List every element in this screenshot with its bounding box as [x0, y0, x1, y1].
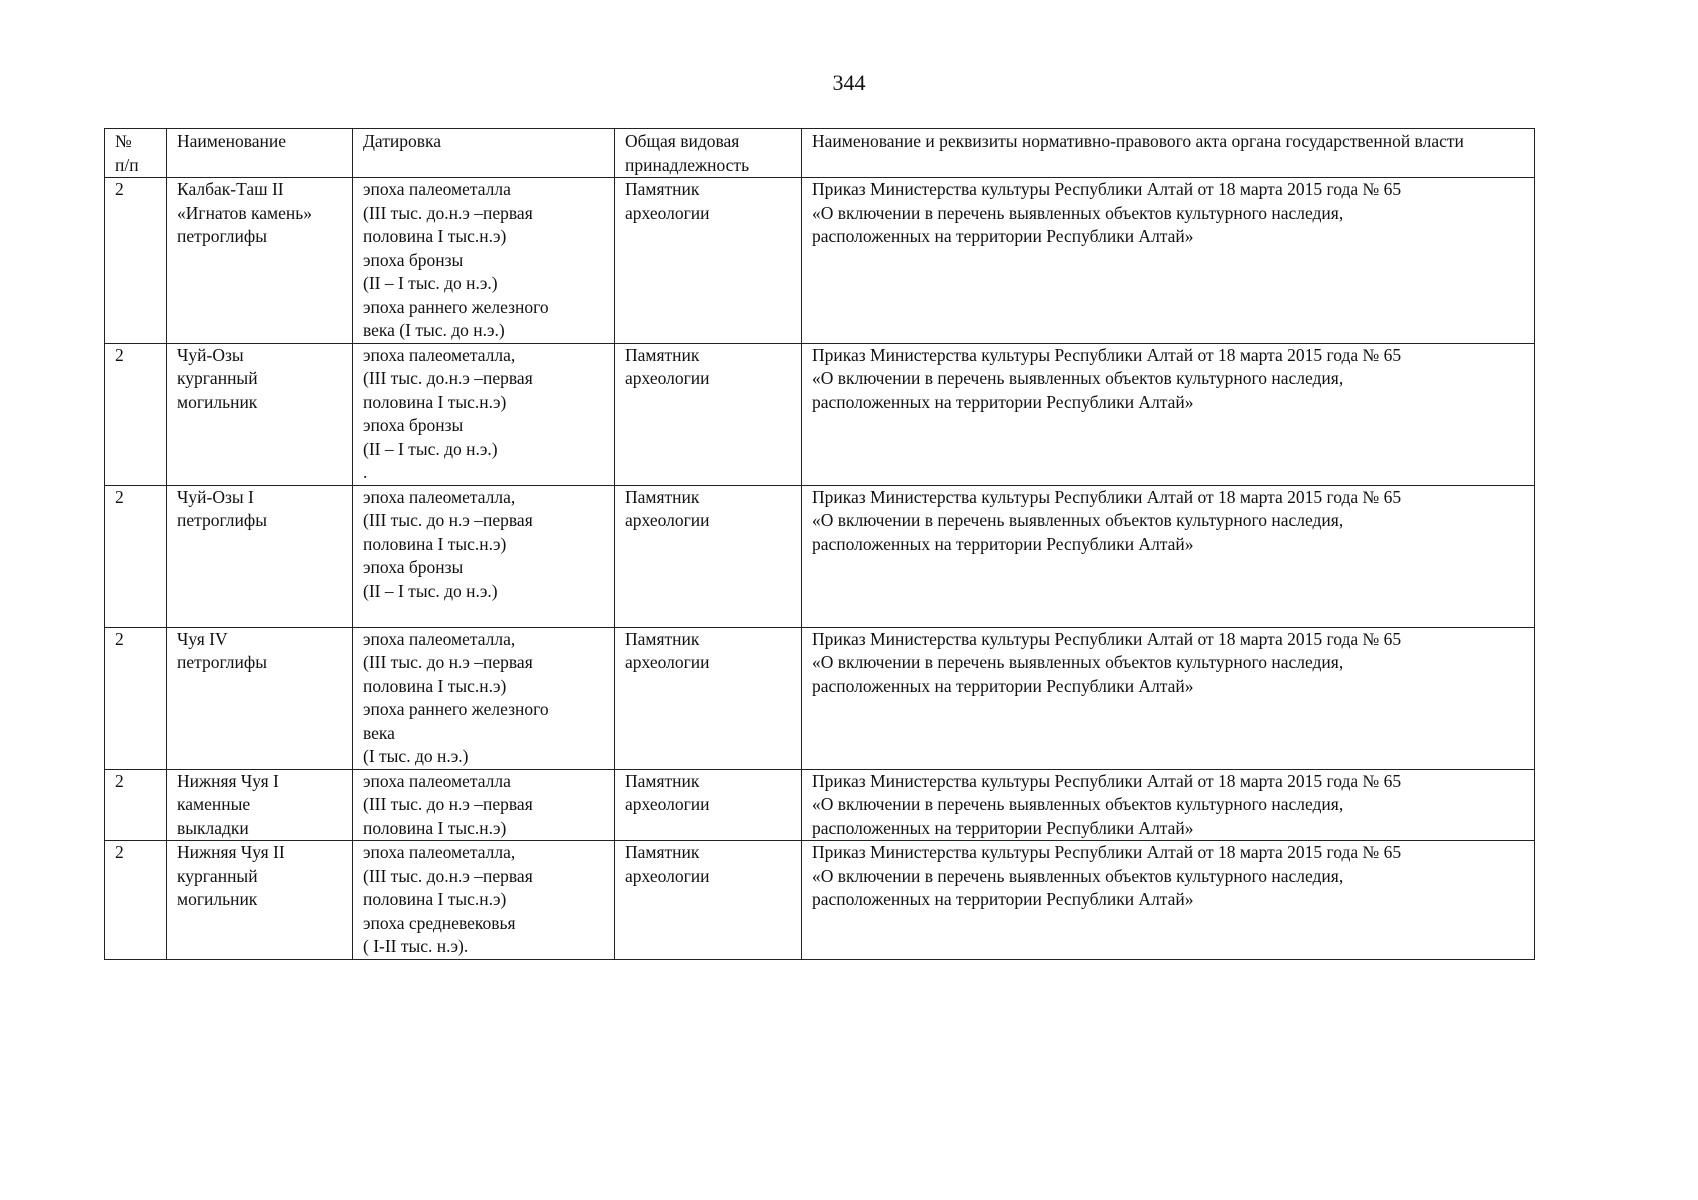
cell-name: Чуя IV петроглифы: [167, 627, 353, 769]
cell-dating: эпоха палеометалла, (III тыс. до н.э –первая половина I тыс.н.э) эпоха бронзы (II – I тыс. до н.э.): [353, 485, 615, 627]
cell-type: Памятник археологии: [615, 627, 802, 769]
cell-name: Калбак-Таш II «Игнатов камень» петроглифы: [167, 178, 353, 344]
cell-name: Нижняя Чуя I каменные выкладки: [167, 769, 353, 841]
cell-type: Памятник археологии: [615, 343, 802, 485]
cell-legal-act: Приказ Министерства культуры Республики Алтай от 18 марта 2015 года № 65 «О включении в перечень выявленных объектов культурного наследия, расположенных на территории Республики Алтай»: [802, 769, 1535, 841]
cell-legal-act: Приказ Министерства культуры Республики Алтай от 18 марта 2015 года № 65 «О включении в перечень выявленных объектов культурного наследия, расположенных на территории Республики Алтай»: [802, 178, 1535, 344]
cell-dating: эпоха палеометалла (III тыс. до.н.э –первая половина I тыс.н.э) эпоха бронзы (II – I тыс. до н.э.) эпоха раннего железного века (I тыс. до н.э.): [353, 178, 615, 344]
cell-name: Чуй-Озы курганный могильник: [167, 343, 353, 485]
heritage-objects-table: [104, 128, 1535, 960]
table-row: [105, 627, 1535, 769]
table-row: [105, 343, 1535, 485]
cell-type: Памятник археологии: [615, 178, 802, 344]
header-dating: Датировка: [353, 129, 615, 178]
table-header-row: [105, 129, 1535, 178]
cell-type: Памятник археологии: [615, 769, 802, 841]
cell-legal-act: Приказ Министерства культуры Республики Алтай от 18 марта 2015 года № 65 «О включении в перечень выявленных объектов культурного наследия, расположенных на территории Республики Алтай»: [802, 485, 1535, 627]
cell-type: Памятник археологии: [615, 485, 802, 627]
cell-name: Нижняя Чуя II курганный могильник: [167, 841, 353, 960]
table-row: [105, 841, 1535, 960]
cell-dating: эпоха палеометалла, (III тыс. до.н.э –первая половина I тыс.н.э) эпоха бронзы (II – I тыс. до н.э.) .: [353, 343, 615, 485]
cell-type: Памятник археологии: [615, 841, 802, 960]
cell-number: 2: [105, 178, 167, 344]
page-number: 344: [832, 70, 866, 95]
header-legal-act: Наименование и реквизиты нормативно-правового акта органа государственной власти: [802, 129, 1535, 178]
header-type: Общая видовая принадлежность: [615, 129, 802, 178]
header-name: Наименование: [167, 129, 353, 178]
header-number: № п/п: [105, 129, 167, 178]
cell-number: 2: [105, 485, 167, 627]
cell-dating: эпоха палеометалла, (III тыс. до н.э –первая половина I тыс.н.э) эпоха раннего железного века (I тыс. до н.э.): [353, 627, 615, 769]
cell-name: Чуй-Озы I петроглифы: [167, 485, 353, 627]
cell-number: 2: [105, 343, 167, 485]
cell-number: 2: [105, 769, 167, 841]
cell-dating: эпоха палеометалла (III тыс. до н.э –первая половина I тыс.н.э): [353, 769, 615, 841]
cell-number: 2: [105, 627, 167, 769]
table-row: [105, 485, 1535, 627]
cell-number: 2: [105, 841, 167, 960]
cell-legal-act: Приказ Министерства культуры Республики Алтай от 18 марта 2015 года № 65 «О включении в перечень выявленных объектов культурного наследия, расположенных на территории Республики Алтай»: [802, 627, 1535, 769]
cell-legal-act: Приказ Министерства культуры Республики Алтай от 18 марта 2015 года № 65 «О включении в перечень выявленных объектов культурного наследия, расположенных на территории Республики Алтай»: [802, 343, 1535, 485]
cell-dating: эпоха палеометалла, (III тыс. до.н.э –первая половина I тыс.н.э) эпоха средневековья ( I-II тыс. н.э).: [353, 841, 615, 960]
cell-legal-act: Приказ Министерства культуры Республики Алтай от 18 марта 2015 года № 65 «О включении в перечень выявленных объектов культурного наследия, расположенных на территории Республики Алтай»: [802, 841, 1535, 960]
table-row: [105, 178, 1535, 344]
table-row: [105, 769, 1535, 841]
